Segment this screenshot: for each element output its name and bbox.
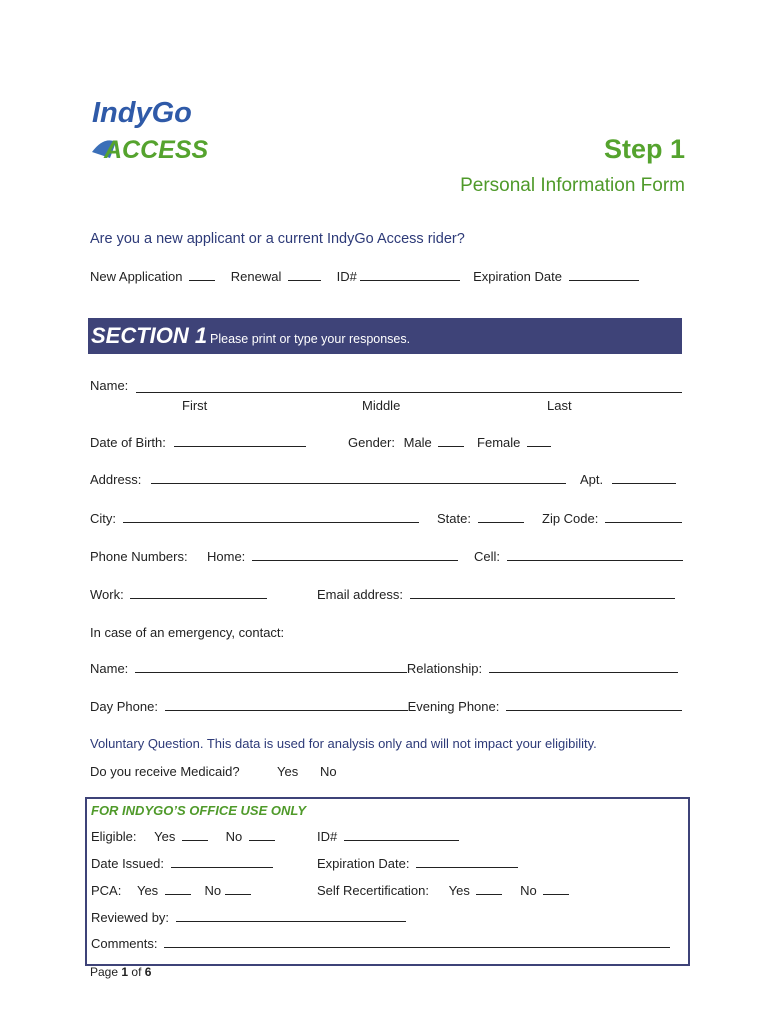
home-phone-row (207, 549, 458, 564)
relationship-label: Relationship: (406, 661, 483, 676)
medicaid-yes-option[interactable]: Yes (277, 764, 299, 779)
relationship-blank[interactable] (489, 661, 678, 673)
pca-no-blank[interactable] (225, 883, 251, 895)
last-name-caption: Last (547, 398, 572, 413)
page-number (90, 965, 151, 979)
male-blank[interactable] (438, 435, 464, 447)
name-label: Name: (90, 378, 129, 393)
section-instructions: Please print or type your responses. (210, 332, 411, 346)
applicant-id-label: ID# (336, 269, 357, 284)
pca-yes-label: Yes (136, 883, 159, 898)
eligible-row (91, 829, 275, 844)
date-issued-row (91, 856, 273, 871)
comments-row (91, 936, 670, 951)
applicant-row (90, 269, 639, 284)
form-title: Personal Information Form (460, 175, 685, 196)
zip-row (542, 511, 682, 526)
evening-phone-label: Evening Phone: (407, 699, 500, 714)
address-label: Address: (90, 472, 142, 487)
state-blank[interactable] (478, 511, 524, 523)
email-label: Email address: (317, 587, 403, 602)
eligible-yes-label: Yes (154, 829, 176, 844)
cell-phone-row (474, 549, 683, 564)
self-recert-yes-label: Yes (448, 883, 470, 898)
step-title: Step 1 (603, 134, 685, 164)
page-total: 6 (144, 965, 152, 979)
indygo-access-logo (90, 92, 215, 162)
self-recert-label: Self Recertification: (317, 883, 429, 898)
work-phone-blank[interactable] (130, 587, 267, 599)
office-id-row (317, 829, 459, 844)
email-row (317, 587, 675, 602)
first-name-caption: First (182, 398, 208, 413)
office-id-label: ID# (317, 829, 338, 844)
page-prefix: Page (90, 965, 119, 979)
dob-label: Date of Birth: (90, 435, 166, 450)
pca-yes-blank[interactable] (165, 883, 191, 895)
reviewed-by-row (91, 910, 406, 925)
pca-row (91, 883, 251, 898)
applicant-id-blank[interactable] (360, 269, 460, 281)
zip-blank[interactable] (605, 511, 682, 523)
medicaid-no-option[interactable]: No (320, 764, 337, 779)
address-row (90, 472, 566, 487)
emergency-phone-row (90, 699, 682, 714)
emergency-name-blank[interactable] (135, 661, 407, 673)
page-of: of (131, 965, 142, 979)
new-application-label: New Application (90, 269, 183, 284)
gender-row (348, 435, 551, 450)
cell-phone-label: Cell: (474, 549, 501, 564)
self-recert-row (317, 883, 569, 898)
dob-blank[interactable] (174, 435, 306, 447)
evening-phone-blank[interactable] (506, 699, 682, 711)
eligible-no-blank[interactable] (249, 829, 275, 841)
new-application-blank[interactable] (189, 269, 215, 281)
pca-no-label: No (204, 883, 222, 898)
pca-label: PCA: (91, 883, 122, 898)
date-issued-label: Date Issued: (91, 856, 164, 871)
applicant-expiration-label: Expiration Date (473, 269, 562, 284)
middle-name-caption: Middle (362, 398, 401, 413)
medicaid-question: Do you receive Medicaid? (90, 764, 240, 779)
eligible-yes-blank[interactable] (182, 829, 208, 841)
home-phone-label: Home: (207, 549, 246, 564)
emergency-name-row (90, 661, 678, 676)
eligible-label: Eligible: (91, 829, 137, 844)
logo-line2: ACCESS (104, 136, 209, 162)
self-recert-yes-blank[interactable] (476, 883, 502, 895)
office-use-title: FOR INDYGO’S OFFICE USE ONLY (91, 803, 306, 818)
office-expiration-blank[interactable] (416, 856, 518, 868)
zip-label: Zip Code: (542, 511, 599, 526)
office-expiration-row (317, 856, 518, 871)
logo-line1: IndyGo (92, 97, 192, 129)
reviewed-by-label: Reviewed by: (91, 910, 170, 925)
apt-blank[interactable] (612, 472, 676, 484)
self-recert-no-blank[interactable] (543, 883, 569, 895)
office-id-blank[interactable] (344, 829, 459, 841)
self-recert-no-label: No (520, 883, 537, 898)
name-blank[interactable] (136, 392, 682, 393)
apt-row (580, 472, 676, 487)
day-phone-label: Day Phone: (90, 699, 158, 714)
emergency-heading: In case of an emergency, contact: (90, 625, 285, 640)
cell-phone-blank[interactable] (507, 549, 683, 561)
page-current: 1 (121, 965, 129, 979)
city-row (90, 511, 419, 526)
comments-blank[interactable] (164, 936, 670, 948)
work-phone-row (90, 587, 267, 602)
dob-row (90, 435, 306, 450)
eligible-no-label: No (225, 829, 243, 844)
section-title: SECTION 1 (91, 323, 208, 348)
address-blank[interactable] (151, 472, 566, 484)
applicant-question: Are you a new applicant or a current IndyGo Access rider? (90, 231, 465, 247)
renewal-blank[interactable] (288, 269, 321, 281)
comments-label: Comments: (91, 936, 158, 951)
voluntary-note: Voluntary Question. This data is used for analysis only and will not impact your eligibility. (90, 736, 597, 751)
emergency-name-label: Name: (90, 661, 129, 676)
applicant-expiration-blank[interactable] (569, 269, 639, 281)
state-row (437, 511, 524, 526)
city-label: City: (90, 511, 116, 526)
phone-numbers-label: Phone Numbers: (90, 549, 188, 564)
home-phone-blank[interactable] (252, 549, 458, 561)
city-blank[interactable] (123, 511, 419, 523)
date-issued-blank[interactable] (171, 856, 273, 868)
male-label: Male (403, 435, 432, 450)
work-phone-label: Work: (90, 587, 124, 602)
state-label: State: (437, 511, 471, 526)
day-phone-blank[interactable] (165, 699, 408, 711)
gender-label: Gender: (348, 435, 395, 450)
female-blank[interactable] (527, 435, 551, 447)
apt-label: Apt. (580, 472, 604, 487)
reviewed-by-blank[interactable] (176, 910, 406, 922)
office-expiration-label: Expiration Date: (317, 856, 410, 871)
renewal-label: Renewal (230, 269, 282, 284)
female-label: Female (477, 435, 521, 450)
email-blank[interactable] (410, 587, 675, 599)
logo-graphic (90, 92, 215, 162)
